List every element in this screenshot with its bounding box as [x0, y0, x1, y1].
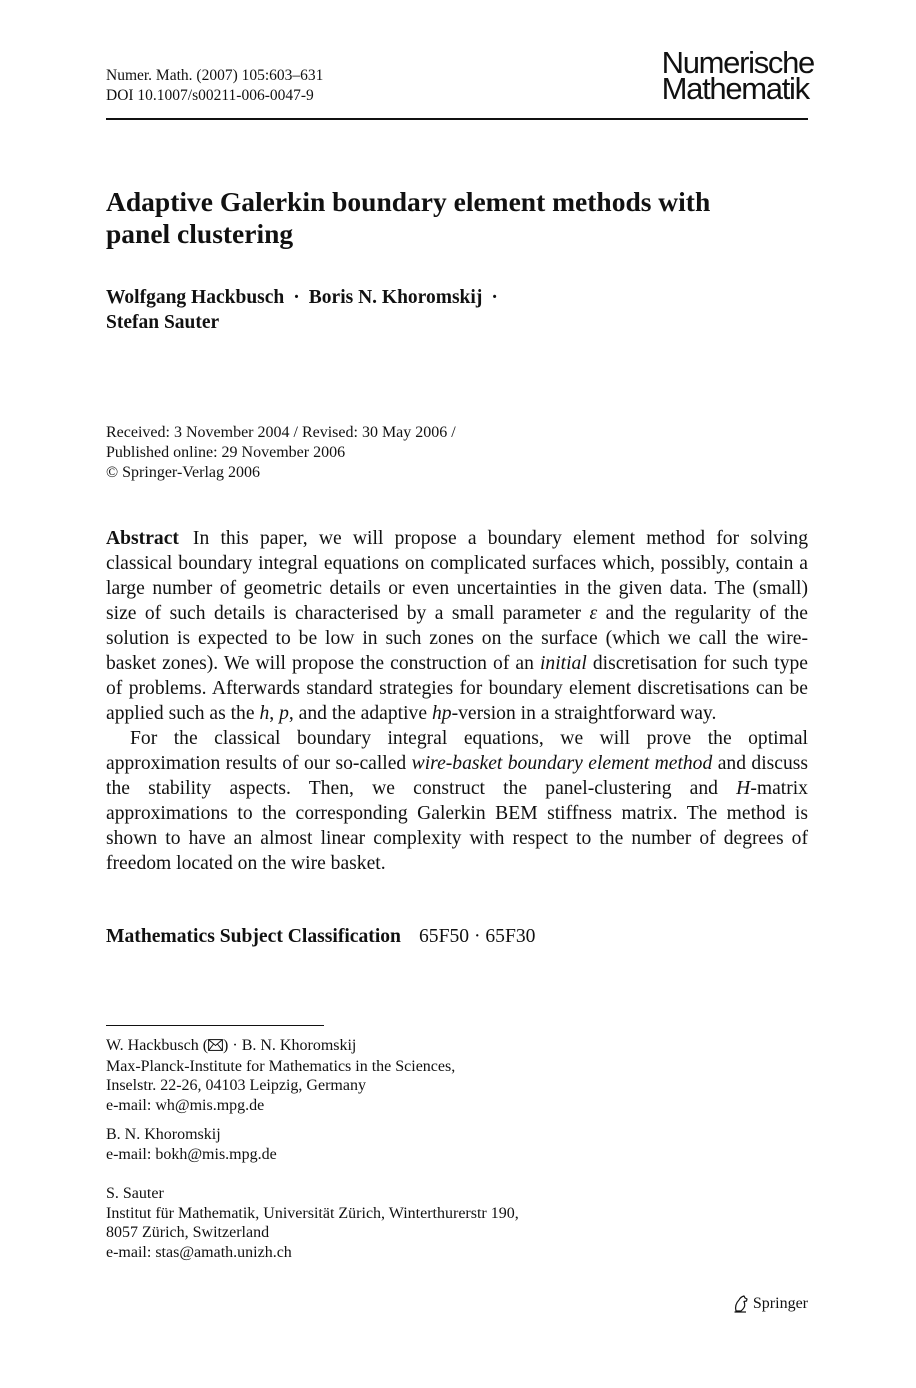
emphasis: wire-basket boundary element method: [411, 753, 713, 774]
author-name: Wolfgang Hackbusch: [106, 287, 285, 308]
subject-classification: [106, 924, 535, 949]
published-online: Published online: 29 November 2006: [106, 444, 346, 461]
affiliation-names: B. N. Khoromskij: [106, 1126, 221, 1143]
msc-label: Mathematics Subject Classification: [106, 926, 401, 947]
emphasis: initial: [539, 653, 587, 674]
author-name: Boris N. Khoromskij: [308, 287, 483, 308]
math-p: p: [279, 703, 289, 724]
affiliation-text: W. Hackbusch (: [106, 1037, 209, 1054]
abstract-text: ,: [269, 703, 275, 724]
abstract-paragraph: [106, 726, 808, 876]
author-separator: ·: [491, 287, 498, 308]
affiliation-block: [106, 1125, 277, 1164]
author-list: [106, 285, 808, 335]
abstract-text: , and the adaptive: [288, 703, 428, 724]
affiliation-block: [106, 1184, 519, 1262]
math-hp: hp: [431, 703, 452, 724]
paper-title: [106, 186, 808, 250]
address: 8057 Zürich, Switzerland: [106, 1224, 270, 1242]
publisher-name: Springer: [752, 1295, 808, 1312]
abstract-text: In this paper, we will propose a boundary element method for solving classical boundary integral equations on complicated surfaces which, possibly, contain a large number of geometric details or even uncertainties in the given data. The (small) size of such details is characterised by a small parameter: [106, 528, 808, 624]
institution: Max-Planck-Institute for Mathematics in the Sciences,: [106, 1057, 456, 1075]
affiliation-text: ) · B. N. Khoromskij: [223, 1037, 357, 1054]
springer-horse-icon: [733, 1295, 749, 1313]
msc-codes: 65F50 · 65F30: [418, 926, 536, 947]
citation: Numer. Math. (2007) 105:603–631: [106, 67, 324, 84]
email: e-mail: bokh@mis.mpg.de: [106, 1145, 277, 1163]
affiliation-names: [106, 1036, 455, 1057]
abstract-text: -version in a straightforward way.: [451, 703, 717, 724]
header-rule: [106, 118, 808, 120]
math-calligraphic-h: H: [736, 778, 751, 799]
math-h: h: [259, 703, 270, 724]
journal-logo: [661, 45, 814, 106]
publisher-logo: [733, 1295, 808, 1313]
math-epsilon: ε: [589, 603, 598, 624]
footnote-rule: [106, 1025, 324, 1026]
abstract-paragraph: [106, 526, 808, 726]
abstract: [106, 526, 808, 876]
abstract-text: and the regularity of the solution is expected to be low in such zones on the surface (which we call the wire-basket zones). We will propose the construction of an: [106, 603, 808, 674]
doi: DOI 10.1007/s00211-006-0047-9: [106, 87, 314, 104]
institution: Institut für Mathematik, Universität Zürich, Winterthurerstr 190,: [106, 1204, 519, 1222]
envelope-icon: [208, 1037, 223, 1057]
abstract-text: For the classical boundary integral equations, we will prove the optimal approximation results of our so-called: [106, 728, 808, 774]
email: e-mail: stas@amath.unizh.ch: [106, 1243, 292, 1261]
journal-logo-line1: Numerische: [661, 45, 814, 80]
received-revised: Received: 3 November 2004 / Revised: 30 May 2006 /: [106, 424, 456, 441]
citation-block: [106, 66, 323, 106]
paper-title-line1: Adaptive Galerkin boundary element methods with: [106, 186, 711, 217]
email: e-mail: wh@mis.mpg.de: [106, 1096, 265, 1114]
affiliation-block: [106, 1036, 455, 1115]
journal-logo-line2: Mathematik: [661, 71, 809, 106]
author-separator: ·: [293, 287, 300, 308]
abstract-text: and discuss the stability aspects. Then, we construct the panel-clustering and: [106, 753, 809, 799]
abstract-label: Abstract: [106, 528, 179, 549]
address: Inselstr. 22-26, 04103 Leipzig, Germany: [106, 1077, 366, 1095]
paper-title-line2: panel clustering: [106, 218, 294, 249]
copyright: © Springer-Verlag 2006: [106, 464, 261, 481]
abstract-text: discretisation for such type of problems. Afterwards standard strategies for boundary element discretisations can be applied such as the: [106, 653, 808, 724]
abstract-text: -matrix approximations to the corresponding Galerkin BEM stiffness matrix. The method is shown to have an almost linear complexity with respect to the number of degrees of freedom located on the wire basket.: [106, 778, 808, 874]
publication-dates: [106, 423, 456, 483]
author-name: Stefan Sauter: [106, 312, 220, 333]
affiliation-names: S. Sauter: [106, 1185, 164, 1202]
